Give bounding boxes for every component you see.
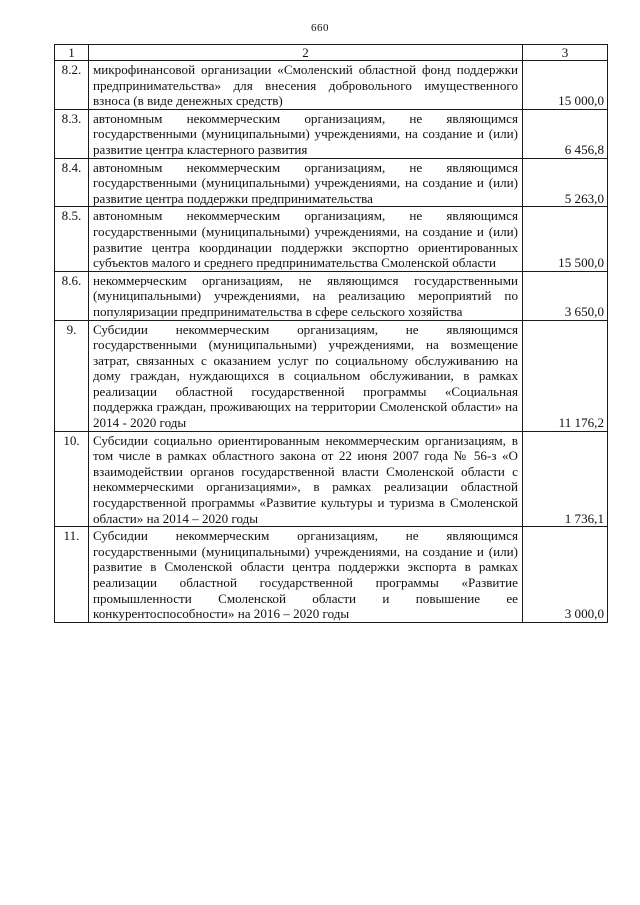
row-number: 10.	[55, 431, 89, 527]
row-amount: 11 176,2	[523, 320, 608, 431]
row-number: 8.5.	[55, 207, 89, 271]
row-number: 8.6.	[55, 271, 89, 320]
table-header-row	[55, 45, 608, 61]
page-number: 660	[311, 22, 329, 34]
table-row	[55, 61, 608, 110]
column-header-3: 3	[523, 45, 608, 61]
row-number: 8.4.	[55, 158, 89, 207]
table-row	[55, 320, 608, 431]
column-header-1: 1	[55, 45, 89, 61]
table-row	[55, 271, 608, 320]
row-number: 8.3.	[55, 109, 89, 158]
table-row	[55, 158, 608, 207]
row-amount: 15 500,0	[523, 207, 608, 271]
row-description: автономным некоммерческим организациям, не являющимся государственными (муниципальными) учреждениями, на создание и (или) развитие центра кластерного развития	[89, 109, 523, 158]
row-description: Субсидии некоммерческим организациям, не являющимся государственными (муниципальными) учреждениями, на возмещение затрат, связанных с оказанием услуг по социальному обслуживанию на дому граждан, нуждающихся в социальном обслуживании, в рамках реализации областной государственной программы «Социальная поддержка граждан, проживающих на территории Смоленской области» на 2014 - 2020 годы	[89, 320, 523, 431]
row-number: 9.	[55, 320, 89, 431]
row-description: автономным некоммерческим организациям, не являющимся государственными (муниципальными) учреждениями, на создание и (или) развитие центра поддержки предпринимательства	[89, 158, 523, 207]
row-amount: 3 000,0	[523, 527, 608, 623]
row-description: автономным некоммерческим организациям, не являющимся государственными (муниципальными) учреждениями, на создание и (или) развитие центра координации поддержки экспортно ориентированных субъектов малого и среднего предпринимательства Смоленской области	[89, 207, 523, 271]
row-number: 8.2.	[55, 61, 89, 110]
row-amount: 3 650,0	[523, 271, 608, 320]
table-row	[55, 431, 608, 527]
row-number: 11.	[55, 527, 89, 623]
row-amount: 5 263,0	[523, 158, 608, 207]
row-amount: 1 736,1	[523, 431, 608, 527]
column-header-2: 2	[89, 45, 523, 61]
row-description: некоммерческим организациям, не являющимся государственными (муниципальными) учреждениями, на реализацию мероприятий по популяризации предпринимательства в сфере сельского хозяйства	[89, 271, 523, 320]
row-amount: 15 000,0	[523, 61, 608, 110]
table-row	[55, 207, 608, 271]
budget-table	[54, 44, 608, 623]
row-description: микрофинансовой организации «Смоленский областной фонд поддержки предпринимательства» для внесения добровольного имущественного взноса (в виде денежных средств)	[89, 61, 523, 110]
row-description: Субсидии некоммерческим организациям, не являющимся государственными (муниципальными) учреждениями, на создание и (или) развитие в Смоленской области центра поддержки экспорта в рамках реализации областной государственной программы «Развитие промышленности Смоленской области и повышение ее конкурентоспособности» на 2016 – 2020 годы	[89, 527, 523, 623]
table-row	[55, 527, 608, 623]
table-row	[55, 109, 608, 158]
row-description: Субсидии социально ориентированным некоммерческим организациям, в том числе в рамках областного закона от 22 июня 2007 года № 56-з «О взаимодействии органов государственной власти Смоленской области с некоммерческими организациями», в рамках реализации областной государственной программы «Развитие культуры и туризма в Смоленской области» на 2014 – 2020 годы	[89, 431, 523, 527]
row-amount: 6 456,8	[523, 109, 608, 158]
